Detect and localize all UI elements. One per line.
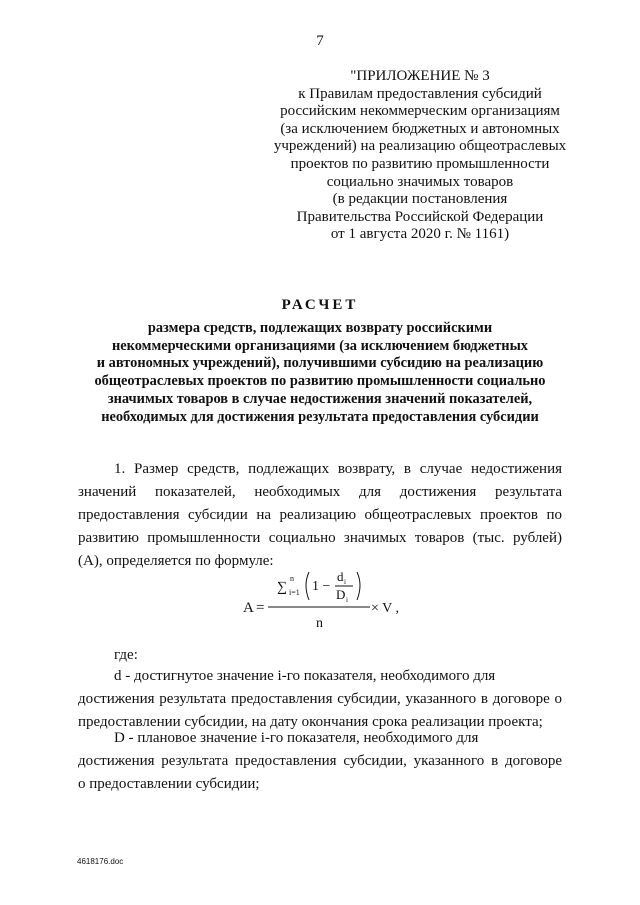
paragraph-line: развитию промышленности социально значимых товаров (тыс. рублей) bbox=[78, 530, 562, 546]
definition-line: о предоставлении субсидии; bbox=[78, 776, 260, 792]
appendix-line: "ПРИЛОЖЕНИЕ № 3 bbox=[350, 68, 490, 84]
definition-line: D - плановое значение i-го показателя, необходимого для bbox=[114, 730, 479, 746]
formula bbox=[240, 562, 400, 632]
subtitle-line: размера средств, подлежащих возврату российскими bbox=[147, 320, 493, 336]
subtitle-line: общеотраслевых проектов по развитию промышленности социально bbox=[94, 373, 546, 390]
subtitle-line: значимых товаров в случае недостижения значений показателей, bbox=[107, 390, 533, 407]
definition-line: достижения результата предоставления субсидии, указанного в договоре bbox=[78, 753, 562, 769]
footer-filename: 4618176.doc bbox=[77, 857, 124, 866]
where-label-block bbox=[78, 644, 562, 667]
where-label: где: bbox=[114, 647, 138, 663]
appendix-line: (в редакции постановления bbox=[332, 191, 508, 208]
paragraph-1 bbox=[78, 458, 562, 573]
formula-numerator-sub: i bbox=[344, 578, 346, 586]
formula-lhs: A bbox=[243, 600, 254, 616]
appendix-line: проектов по развитию промышленности bbox=[290, 155, 550, 172]
formula-times-v: × V , bbox=[371, 601, 399, 616]
appendix-line: российским некоммерческим организациям bbox=[280, 103, 560, 120]
page-number: 7 bbox=[316, 33, 324, 49]
definition-line: достижения результата предоставления субсидии, указанного в договоре о bbox=[78, 691, 562, 707]
subtitle-line: и автономных учреждений), получившими субсидию на реализацию bbox=[96, 355, 544, 372]
paragraph-line: 1. Размер средств, подлежащих возврату, в случае недостижения bbox=[114, 461, 562, 477]
paragraph-line: значений показателей, необходимых для достижения результата bbox=[78, 484, 562, 500]
right-paren bbox=[357, 572, 360, 600]
formula-one-minus: 1 − bbox=[312, 579, 331, 594]
appendix-line: Правительства Российской Федерации bbox=[296, 208, 544, 225]
appendix-line: (за исключением бюджетных и автономных bbox=[280, 120, 560, 137]
appendix-header bbox=[270, 68, 570, 244]
subtitle-line: некоммерческими организациями (за исключением бюджетных bbox=[111, 337, 529, 354]
definition-d bbox=[78, 665, 562, 734]
document-subtitle bbox=[70, 320, 570, 426]
appendix-line: к Правилам предоставления субсидий bbox=[298, 85, 542, 102]
document-title: РАСЧЕТ bbox=[281, 297, 359, 313]
appendix-line: учреждений) на реализацию общеотраслевых bbox=[273, 138, 567, 155]
left-paren bbox=[306, 572, 309, 600]
formula-equals: = bbox=[256, 600, 265, 616]
formula-sum-lower: i=1 bbox=[289, 588, 300, 597]
formula-denominator-inner: D bbox=[336, 587, 346, 602]
formula-denominator: n bbox=[316, 616, 323, 631]
appendix-line: от 1 августа 2020 г. № 1161) bbox=[330, 226, 510, 243]
formula-denominator-inner-sub: i bbox=[346, 596, 348, 604]
definition-line: предоставлении субсидии, на дату окончания срока реализации проекта; bbox=[78, 714, 543, 730]
formula-sum-upper: n bbox=[290, 574, 294, 583]
subtitle-line: необходимых для достижения результата предоставления субсидии bbox=[101, 408, 539, 425]
formula-sum: ∑ bbox=[277, 580, 287, 595]
paragraph-line: (А), определяется по формуле: bbox=[78, 553, 274, 569]
definition-D bbox=[78, 727, 562, 796]
definition-line: d - достигнутое значение i-го показателя, необходимого для bbox=[114, 668, 496, 684]
formula-numerator: d bbox=[337, 569, 344, 584]
appendix-line: социально значимых товаров bbox=[326, 173, 514, 190]
paragraph-line: предоставления субсидии на реализацию общеотраслевых проектов по bbox=[78, 507, 562, 523]
